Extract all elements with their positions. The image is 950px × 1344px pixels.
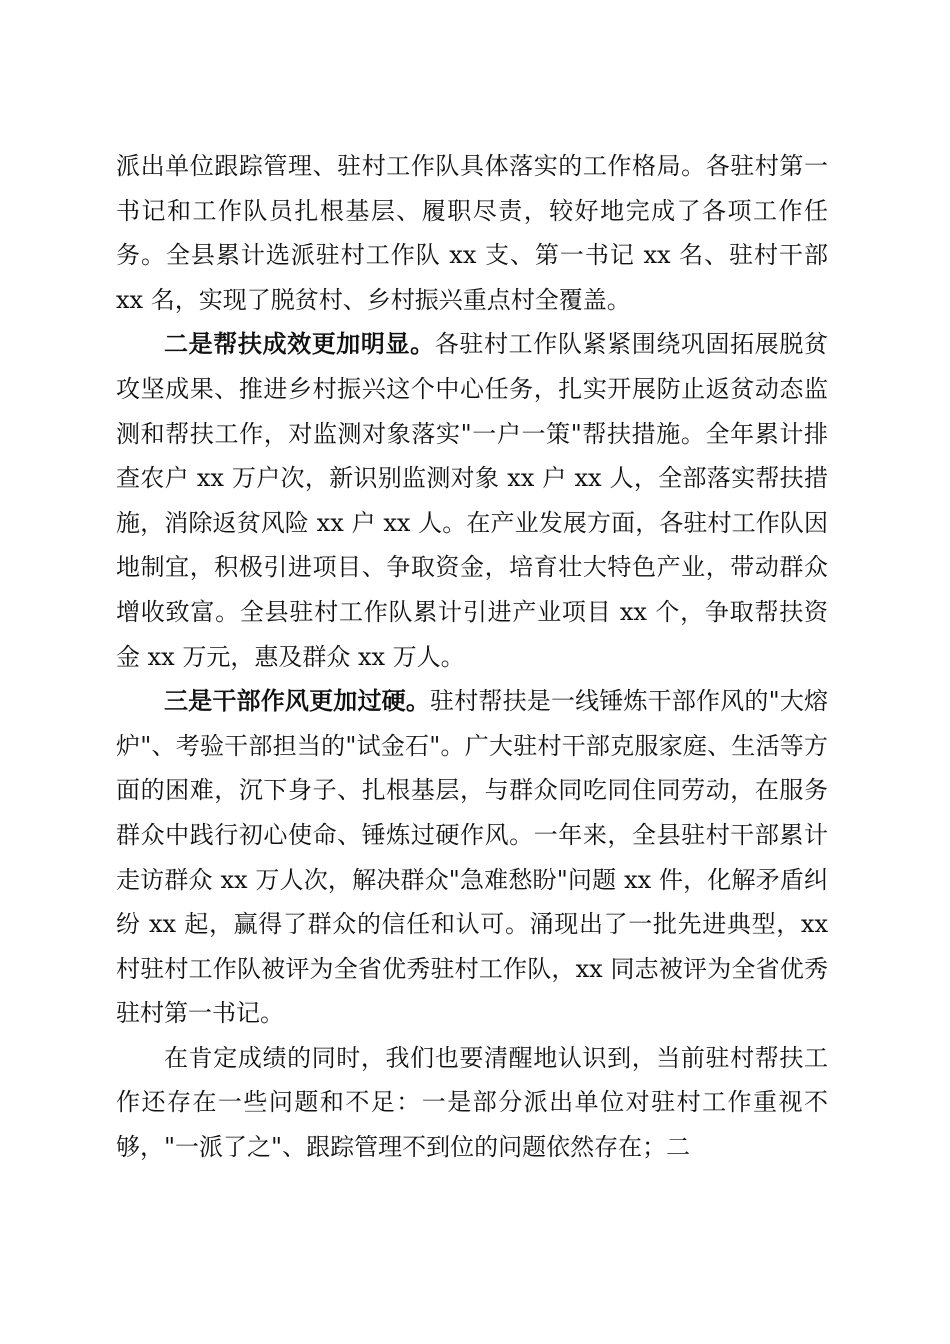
paragraph-assistance-results (116, 322, 828, 679)
paragraph-continuation (116, 144, 828, 322)
document-body (116, 144, 828, 1170)
paragraph-heading: 三是干部作风更加过硬。 (164, 686, 431, 716)
paragraph-cadre-style (116, 679, 828, 1036)
paragraph-heading: 二是帮扶成效更加明显。 (164, 329, 435, 359)
paragraph-text: 驻村帮扶是一线锤炼干部作风的"大熔炉"、考验干部担当的"试金石"。广大驻村干部克服家庭、生活等方面的困难，沉下身子、扎根基层，与群众同吃同住同劳动，在服务群众中践行初心使命、锤炼过硬作风。一年来，全县驻村干部累计走访群众 xx 万人次，解决群众"急难愁盼"问题 xx 件，化解矛盾纠纷 xx 起，赢得了群众的信任和认可。涌现出了一批先进典型，xx 村驻村工作队被评为全省优秀驻村工作队，xx 同志被评为全省优秀驻村第一书记。 (116, 687, 829, 1028)
paragraph-text: 派出单位跟踪管理、驻村工作队具体落实的工作格局。各驻村第一书记和工作队员扎根基层、履职尽责，较好地完成了各项工作任务。全县累计选派驻村工作队 xx 支、第一书记 xx 名、驻村干部 xx 名，实现了脱贫村、乡村振兴重点村全覆盖。 (116, 152, 828, 314)
paragraph-text: 各驻村工作队紧紧围绕巩固拓展脱贫攻坚成果、推进乡村振兴这个中心任务，扎实开展防止返贫动态监测和帮扶工作，对监测对象落实"一户一策"帮扶措施。全年累计排查农户 xx 万户次，新识别监测对象 xx 户 xx 人，全部落实帮扶措施，消除返贫风险 xx 户 xx 人。在产业发展方面，各驻村工作队因地制宜，积极引进项目、争取资金，培育壮大特色产业，带动群众增收致富。全县驻村工作队累计引进产业项目 xx 个，争取帮扶资金 xx 万元，惠及群众 xx 万人。 (116, 330, 829, 671)
paragraph-text: 在肯定成绩的同时，我们也要清醒地认识到，当前驻村帮扶工作还存在一些问题和不足：一是部分派出单位对驻村工作重视不够，"一派了之"、跟踪管理不到位的问题依然存在；二 (116, 1043, 828, 1162)
paragraph-problems (116, 1036, 828, 1170)
